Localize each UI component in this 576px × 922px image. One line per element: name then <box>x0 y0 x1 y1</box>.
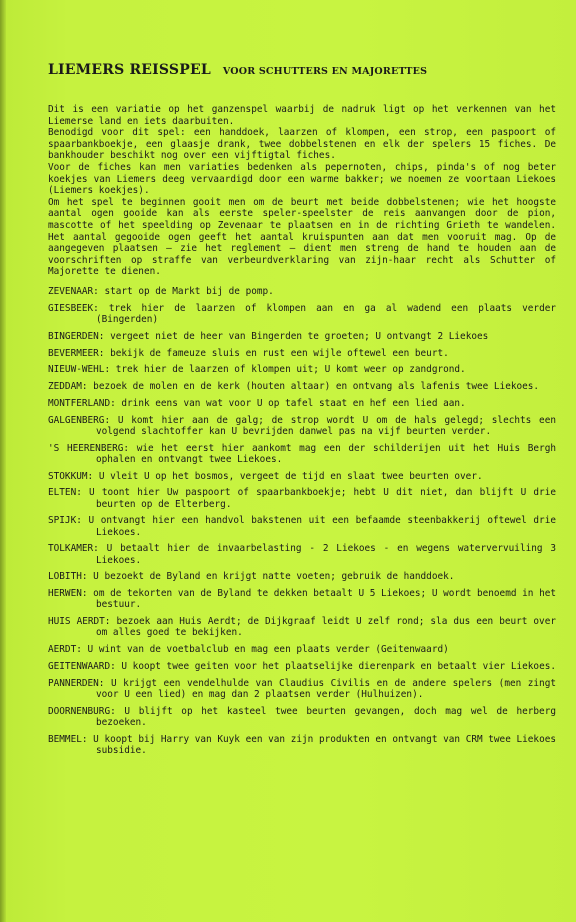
intro-paragraph: Dit is een variatie op het ganzenspel waarbij de nadruk ligt op het verkennen van het Liemerse land en iets daarbuiten. <box>48 104 556 127</box>
rule-entry <box>48 571 556 582</box>
place-name: MONTFERLAND: <box>48 397 116 409</box>
rule-text: U bezoekt de Byland en krijgt natte voeten; gebruik de handdoek. <box>93 571 455 583</box>
rule-text: wie het eerst hier aankomt mag een der schilderijen uit het Huis Bergh ophalen en ontvangt twee Liekoes. <box>96 442 556 465</box>
place-name: ZEDDAM: <box>48 381 88 393</box>
rule-entry <box>48 734 556 756</box>
place-name: PANNERDEN: <box>48 677 105 689</box>
rule-text: trek hier de laarzen of klompen uit; U komt weer op zandgrond. <box>115 364 466 376</box>
rule-text: bezoek de molen en de kerk (houten altaar) en ontvang als lafenis twee Liekoes. <box>93 381 540 393</box>
place-name: STOKKUM: <box>48 470 94 482</box>
rule-entry <box>48 515 556 537</box>
header <box>48 62 556 78</box>
rule-entry <box>48 398 556 409</box>
rule-entry <box>48 286 556 297</box>
rule-text: U toont hier Uw paspoort of spaarbankboekje; hebt U dit niet, dan blijft U drie beurten op de Elterberg. <box>89 487 556 510</box>
place-name: ELTEN: <box>48 487 82 499</box>
rule-text: U ontvangt hier een handvol bakstenen uit een befaamde steenbakkerij oftewel drie Liekoes. <box>88 515 556 538</box>
place-name: 'S HEERENBERG: <box>48 442 130 454</box>
place-name: GEITENWAARD: <box>48 661 116 673</box>
rule-text: bezoek aan Huis Aerdt; de Dijkgraaf leidt U zelf rond; sla dus een beurt over om alles goed te bekijken. <box>96 616 556 639</box>
rule-entry <box>48 487 556 509</box>
rule-text: U blijft op het kasteel twee beurten gevangen, doch mag wel de herberg bezoeken. <box>96 705 556 729</box>
intro-paragraph: Benodigd voor dit spel: een handdoek, laarzen of klompen, een strop, een paspoort of spaarbankboekje, een glaasje drank, twee dobbelstenen en elk der spelers 15 fiches. De bankhouder beschikt nog over een vijftigtal fiches. <box>48 127 556 162</box>
rule-text: om de tekorten van de Byland te dekken betaalt U 5 Liekoes; U wordt benoemd in het bestuur. <box>93 588 556 611</box>
rule-entry <box>48 616 556 638</box>
place-name: AERDT: <box>48 644 82 656</box>
rule-text: bekijk de fameuze sluis en rust een wijle oftewel een beurt. <box>110 347 449 359</box>
intro-paragraph: Voor de fiches kan men variaties bedenken als pepernoten, chips, pinda's of nog beter koekjes van Liemers deeg vervaardigd door een warme bakker; we noemen ze voortaan Liekoes (Liemers koekjes). <box>48 161 556 197</box>
intro-paragraph: Om het spel te beginnen gooit men om de beurt met beide dobbelstenen; wie het hoogste aantal ogen gooide kan als eerste speler-speelster de reis aanvangen door de pion, mascotte of het speelding op Zevenaar te plaatsen en in de richting Grieth te wandelen. Het aantal gegooide ogen geeft het aantal kruispunten aan dat men vooruit mag. Op de aangegeven plaatsen — zie het reglement — dient men streng de hand te houden aan de voorschriften op straffe van verbeurdverklaring van zijn-haar recht als Schutter of Majorette te dienen. <box>48 196 556 278</box>
place-name: NIEUW-WEHL: <box>48 364 111 376</box>
rule-text: U koopt twee geiten voor het plaatselijke dierenpark en betaalt vier Liekoes. <box>121 661 556 673</box>
rule-entry <box>48 706 556 728</box>
place-name: ZEVENAAR: <box>48 285 99 297</box>
rule-text: U koopt bij Harry van Kuyk een van zijn produkten en ontvangt van CRM twee Liekoes subsidie. <box>93 733 556 757</box>
paper-edge <box>0 0 6 922</box>
rule-text: U vleit U op het bosmos, vergeet de tijd en slaat twee beurten over. <box>98 470 483 482</box>
place-name: BEMMEL: <box>48 733 88 745</box>
rules-list <box>48 286 556 756</box>
place-name: TOLKAMER: <box>48 543 99 555</box>
rule-entry <box>48 543 556 565</box>
rule-entry <box>48 661 556 672</box>
rule-text: U wint van de voetbalclub en mag een plaats verder (Geitenwaard) <box>87 644 449 656</box>
place-name: BEVERMEER: <box>48 347 105 359</box>
rule-entry <box>48 644 556 655</box>
rule-entry <box>48 331 556 342</box>
rule-entry <box>48 471 556 482</box>
page-subtitle: VOOR SCHUTTERS EN MAJORETTES <box>222 66 428 77</box>
rule-entry <box>48 443 556 465</box>
rule-entry <box>48 303 556 325</box>
rule-text: U krijgt een vendelhulde van Claudius Civilis en de andere spelers (men zingt voor U een lied) en mag dan 2 plaatsen verder (Hulhuizen). <box>96 677 556 701</box>
place-name: HUIS AERDT: <box>48 616 111 628</box>
place-name: LOBITH: <box>48 571 88 583</box>
place-name: GALGENBERG: <box>48 414 111 426</box>
place-name: GIESBEEK: <box>48 302 99 314</box>
rule-text: U komt hier aan de galg; de strop wordt U om de hals gelegd; slechts een volgend slachtoffer kan U bevrijden danwel pas na vijf beurten verder. <box>96 414 556 437</box>
rule-text: start op de Markt bij de pomp. <box>104 285 274 297</box>
place-name: SPIJK: <box>48 515 82 527</box>
rule-entry <box>48 364 556 375</box>
rule-text: U betaalt hier de invaarbelasting - 2 Liekoes - en wegens watervervuiling 3 Liekoes. <box>96 543 556 566</box>
rule-entry <box>48 381 556 392</box>
rule-entry <box>48 588 556 610</box>
rule-text: drink eens van wat voor U op tafel staat en hef een lied aan. <box>121 397 466 409</box>
page-title: LIEMERS REISSPEL <box>48 62 211 78</box>
rule-entry <box>48 678 556 700</box>
rule-text: trek hier de laarzen of klompen aan en ga al wadend een plaats verder (Bingerden) <box>96 302 557 325</box>
place-name: DOORNENBURG: <box>48 705 116 717</box>
place-name: BINGERDEN: <box>48 330 105 342</box>
intro-section <box>48 104 556 278</box>
place-name: HERWEN: <box>48 588 88 600</box>
rule-text: vergeet niet de heer van Bingerden te groeten; U ontvangt 2 Liekoes <box>110 330 489 342</box>
rule-entry <box>48 348 556 359</box>
rule-entry <box>48 415 556 437</box>
